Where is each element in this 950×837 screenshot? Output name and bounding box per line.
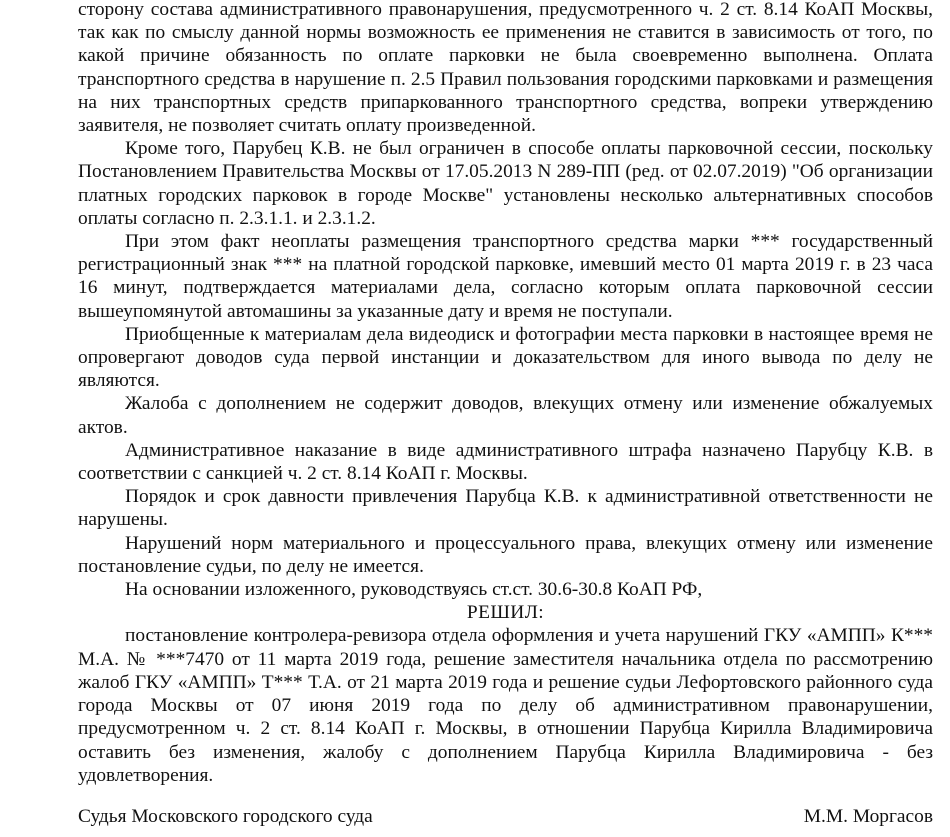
paragraph-resolution: постановление контролера-ревизора отдела оформления и учета нарушений ГКУ «АМПП» К*** М.А. № ***7470 от 11 марта 2019 года, решение заместителя начальника отдела по рассмотрению жалоб ГКУ «АМПП» Т*** Т.А. от 21 марта 2019 года и решение судьи Лефортовского районного суда города Москвы от 07 июня 2019 года по делу об административном правонарушении, предусмотренном ч. 2 ст. 8.14 КоАП г. Москвы, в отношении Парубца Кирилла Владимировича оставить без изменения, жалобу с дополнением Парубца Кирилла Владимировича - без удовлетворения. bbox=[78, 625, 933, 786]
judge-position: Судья Московского городского суда bbox=[78, 806, 373, 827]
paragraph-penalty: Административное наказание в виде административного штрафа назначено Парубцу К.В. в соответствии с санкцией ч. 2 ст. 8.14 КоАП г. Москвы. bbox=[78, 439, 933, 485]
paragraph-payment-obligation: сторону состава административного правонарушения, предусмотренного ч. 2 ст. 8.14 КоАП Москвы, так как по смыслу данной нормы возможность ее применения не ставится в зависимость от того, по какой причине обязанность по оплате парковки не была своевременно выполнена. Оплата транспортного средства в нарушение п. 2.5 Правил пользования городскими парковками и размещения на них транспортных средств припаркованного транспортного средства, вопреки утверждению заявителя, не позволяет считать оплату произведенной. bbox=[78, 0, 933, 137]
paragraph-complaint: Жалоба с дополнением не содержит доводов, влекущих отмену или изменение обжалуемых актов. bbox=[78, 393, 933, 438]
document-page bbox=[78, 0, 933, 827]
paragraph-evidence: Приобщенные к материалам дела видеодиск и фотографии места парковки в настоящее время не опровергают доводов суда первой инстанции и доказательством для иного вывода по делу не являются. bbox=[78, 323, 933, 392]
signature-block bbox=[78, 805, 933, 828]
paragraph-legal-basis: На основании изложенного, руководствуясь ст.ст. 30.6-30.8 КоАП РФ, bbox=[125, 579, 703, 601]
paragraph-procedure: Порядок и срок давности привлечения Парубца К.В. к административной ответственности не нарушены. bbox=[78, 486, 933, 531]
paragraph-nonpayment-fact: При этом факт неоплаты размещения транспортного средства марки *** государственный регистрационный знак *** на платной городской парковке, имевший место 01 марта 2019 г. в 23 часа 16 минут, подтверждается материалами дела, согласно которым оплата парковочной сессии вышеупомянутой автомашины за указанные дату и время не поступали. bbox=[78, 231, 933, 322]
paragraph-payment-methods: Кроме того, Парубец К.В. не был ограничен в способе оплаты парковочной сессии, поскольку Постановлением Правительства Москвы от 17.05.2013 N 289-ПП (ред. от 02.07.2019) "Об организации платных городских парковок в городе Москве" установлены несколько альтернативных способов оплаты согласно п. 2.3.1.1. и 2.3.1.2. bbox=[78, 138, 933, 229]
paragraph-no-violations: Нарушений норм материального и процессуального права, влекущих отмену или изменение постановление судьи, по делу не имеется. bbox=[78, 532, 933, 577]
judge-name: М.М. Моргасов bbox=[803, 806, 933, 827]
decision-heading: РЕШИЛ: bbox=[466, 602, 545, 624]
